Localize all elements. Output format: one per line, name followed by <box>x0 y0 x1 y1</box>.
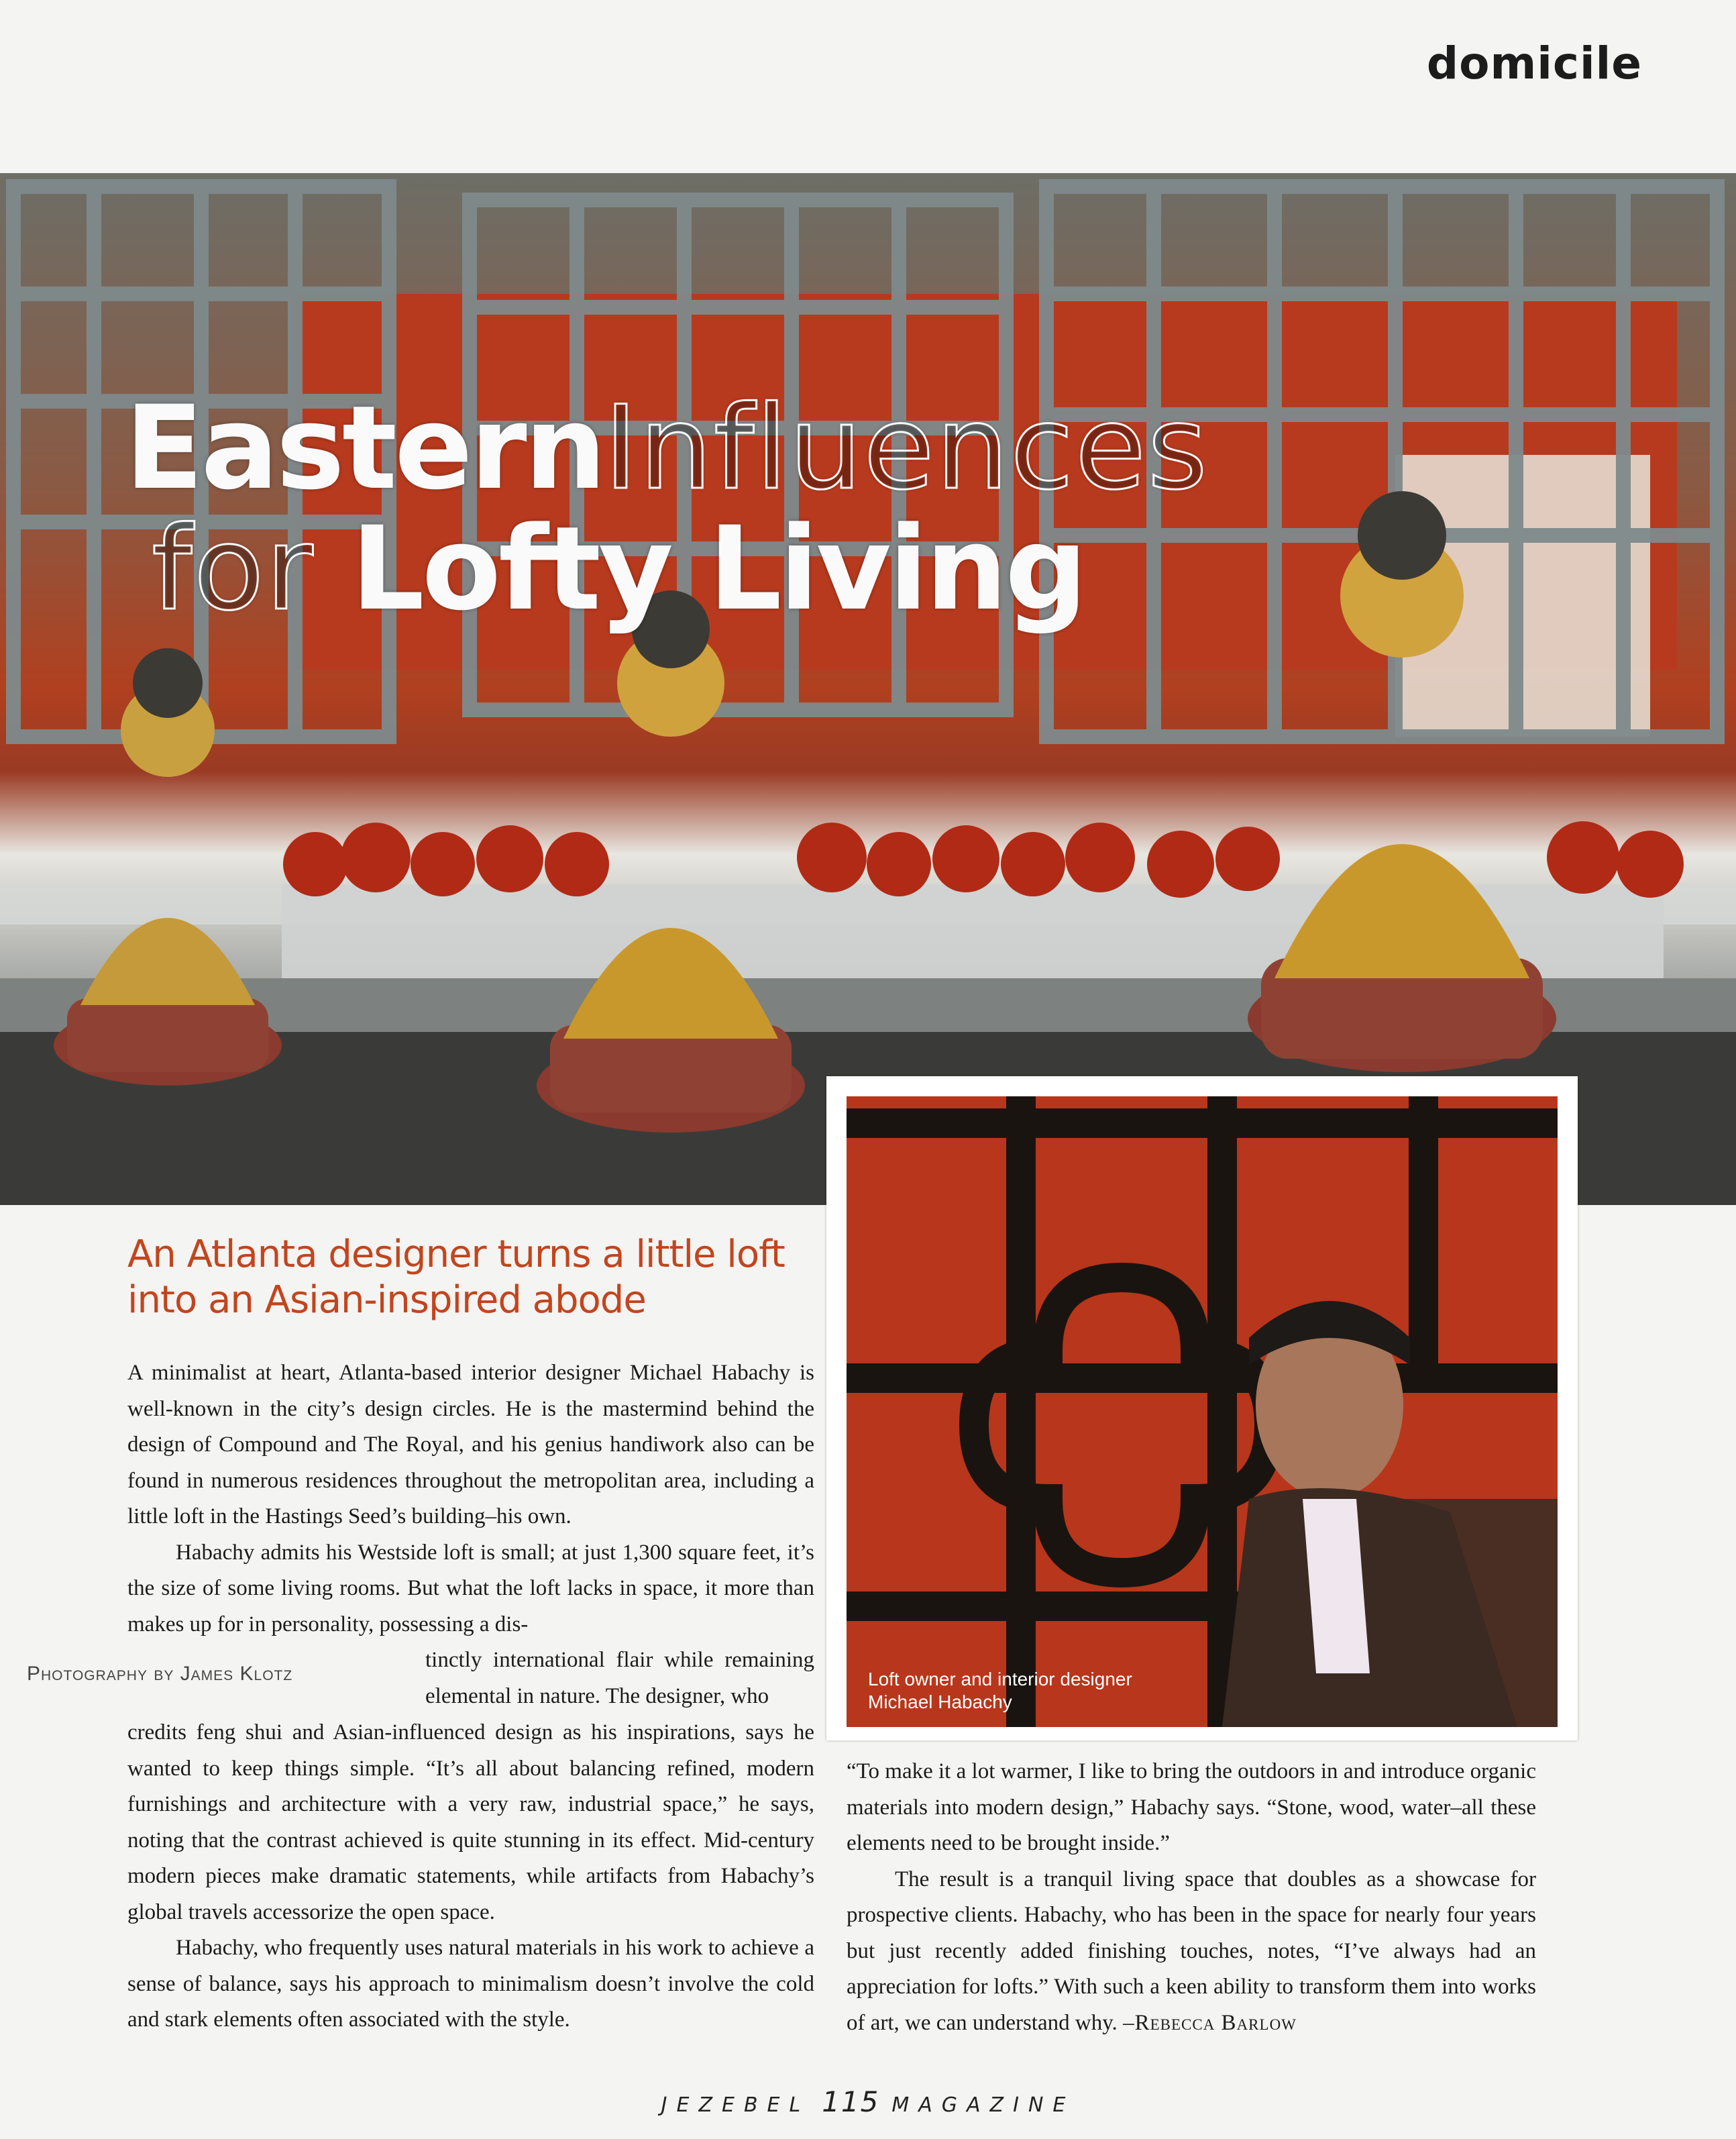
footer-publication: JEZEBEL <box>661 2093 810 2117</box>
title-eastern: Eastern <box>125 380 604 515</box>
inset-portrait-photo <box>847 1096 1558 1727</box>
subhead: An Atlanta designer turns a little loft into an Asian-inspired abode <box>127 1233 785 1322</box>
title-lofty-living: Lofty Living <box>351 501 1085 636</box>
paragraph-2: Habachy admits his Westside loft is small; at just 1,300 square feet, it’s the size of some living rooms. But what the loft lacks in space, it more than makes up for in personality, possessing a dis- <box>127 1540 814 1636</box>
paragraph-3: Habachy, who frequently uses natural materials in his work to achieve a sense of balance, says his approach to minimalism doesn’t involve the cold and stark elements often associated with the style. <box>127 1936 814 2032</box>
article-title <box>125 380 1209 636</box>
caption-line-1: Loft owner and interior designer <box>868 1669 1132 1689</box>
author-signature: –Rebecca Barlow <box>1123 2010 1297 2035</box>
paragraph-5-text: The result is a tranquil living space that doubles as a showcase for prospective clients. Habachy, who has been in the space for nearly four years but just recently added finishing touches, notes, “I’ve always had an appreciation for lofts.” With such a keen ability to transform them into works of art, we can understand why. <box>847 1867 1536 2035</box>
section-label: domicile <box>1426 38 1642 89</box>
title-influences: Influences <box>604 380 1209 515</box>
caption-line-2: Michael Habachy <box>868 1691 1012 1712</box>
footer-magazine: MAGAZINE <box>891 2093 1075 2117</box>
title-for: for <box>152 501 315 636</box>
paragraph-2-cont: tinctly international flair while remaining elemental in nature. The designer, who <box>425 1648 814 1708</box>
paragraph-2-end: credits feng shui and Asian-influenced design as his inspirations, says he wanted to keep things simple. “It’s all about balancing refined, modern furnishings and architecture with a very raw, industrial space,” he says, noting that the contrast achieved is quite stunning in its effect. Mid-century modern pieces make dramatic statements, while artifacts from Habachy’s global travels accessorize the open space. <box>127 1720 814 1924</box>
hero-illustration <box>0 173 1736 1205</box>
hero-photo <box>0 173 1736 1205</box>
photo-credit: Photography by James Klotz <box>27 1663 293 1685</box>
paragraph-5 <box>847 1862 1536 2042</box>
paragraph-4: “To make it a lot warmer, I like to bring the outdoors in and introduce organic materials into modern design,” Habachy says. “Stone, wood, water–all these elements need to be brought inside.” <box>847 1759 1536 1855</box>
page-number: 115 <box>822 2085 880 2118</box>
page-footer <box>0 2085 1736 2118</box>
column-a-mid <box>425 1642 814 1714</box>
column-a-top <box>127 1355 814 1642</box>
paragraph-1: A minimalist at heart, Atlanta-based interior designer Michael Habachy is well-known in the city’s design circles. He is the mastermind behind the design of Compound and The Royal, and his genius handiwork also can be found in numerous residences throughout the metropolitan area, including a little loft in the Hastings Seed’s building–his own. <box>127 1361 814 1528</box>
column-a-bottom <box>127 1715 814 2038</box>
inset-caption <box>868 1668 1132 1714</box>
portrait-illustration <box>847 1096 1558 1727</box>
column-b <box>847 1754 1536 2041</box>
